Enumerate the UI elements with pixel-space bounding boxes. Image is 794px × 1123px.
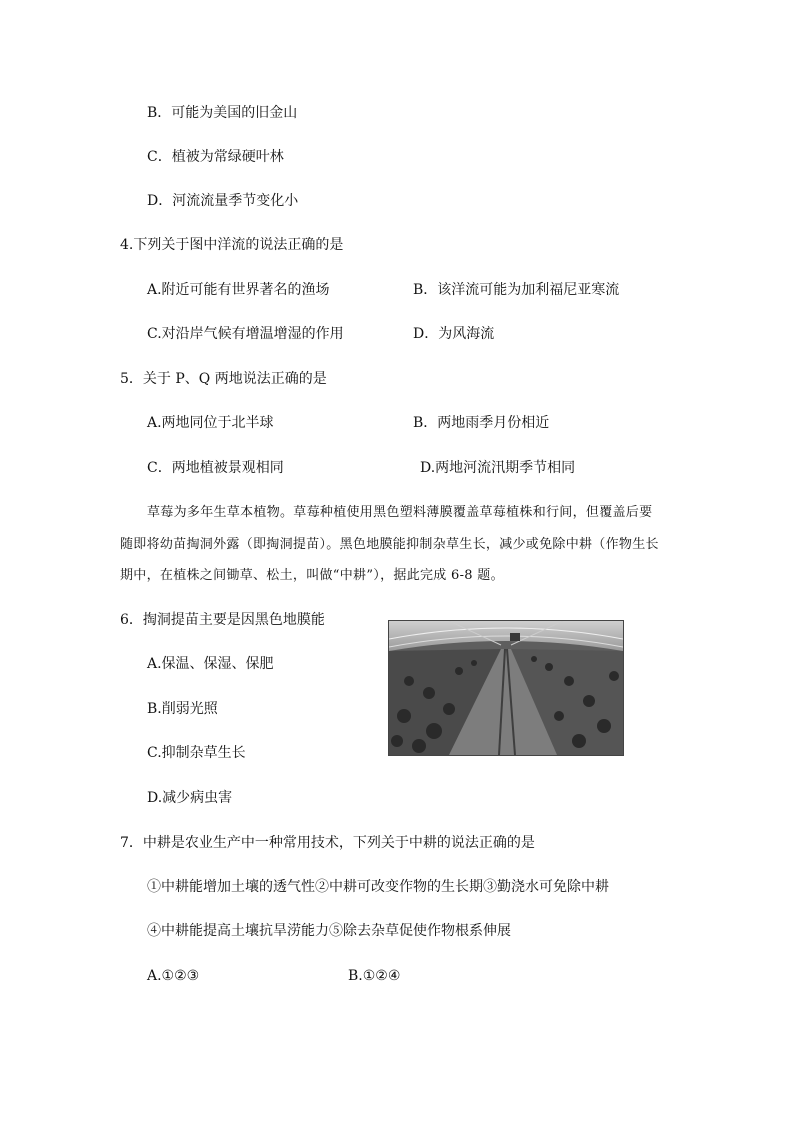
q6-stem: 6．掏洞提苗主要是因黑色地膜能	[120, 612, 325, 628]
q6-option-b: B.削弱光照	[147, 701, 218, 717]
q4-option-d: D．为风海流	[413, 326, 495, 342]
q4-option-c: C.对沿岸气候有增温增湿的作用	[147, 326, 344, 342]
q7-stem: 7．中耕是农业生产中一种常用技术，下列关于中耕的说法正确的是	[120, 835, 535, 851]
passage-line-3: 期中，在植株之间锄草、松土，叫做“中耕”），据此完成 6-8 题。	[120, 568, 504, 583]
q3-option-c: C．植被为常绿硬叶林	[147, 149, 284, 165]
q7-option-a: A.①②③	[147, 968, 200, 984]
q7-items-line-1: ①中耕能增加土壤的透气性②中耕可改变作物的生长期③勤浇水可免除中耕	[147, 879, 609, 895]
q4-option-b: B．该洋流可能为加利福尼亚寒流	[413, 282, 620, 298]
q5-option-b: B．两地雨季月份相近	[413, 415, 550, 431]
q5-option-c: C．两地植被景观相同	[147, 460, 284, 476]
q4-stem: 4.下列关于图中洋流的说法正确的是	[120, 237, 344, 253]
greenhouse-strawberry-photo	[388, 620, 624, 756]
q6-option-a: A.保温、保湿、保肥	[147, 656, 274, 672]
q7-items-line-2: ④中耕能提高土壤抗旱涝能力⑤除去杂草促使作物根系伸展	[147, 923, 511, 939]
passage-line-1: 草莓为多年生草本植物。草莓种植使用黑色塑料薄膜覆盖草莓植株和行间，但覆盖后要	[147, 505, 653, 520]
q6-option-c: C.抑制杂草生长	[147, 745, 246, 761]
q6-option-d: D.减少病虫害	[147, 790, 233, 806]
q4-option-a: A.附近可能有世界著名的渔场	[147, 282, 330, 298]
q7-option-b: B.①②④	[348, 968, 401, 984]
q5-option-a: A.两地同位于北半球	[147, 415, 274, 431]
passage-line-2: 随即将幼苗掏洞外露（即掏洞提苗）。黑色地膜能抑制杂草生长，减少或免除中耕（作物生长	[120, 537, 659, 552]
q5-stem: 5．关于 P、Q 两地说法正确的是	[120, 371, 327, 387]
q3-option-d: D．河流流量季节变化小	[147, 193, 299, 209]
q5-option-d: D.两地河流汛期季节相同	[420, 460, 576, 476]
q3-option-b: B．可能为美国的旧金山	[147, 105, 298, 121]
